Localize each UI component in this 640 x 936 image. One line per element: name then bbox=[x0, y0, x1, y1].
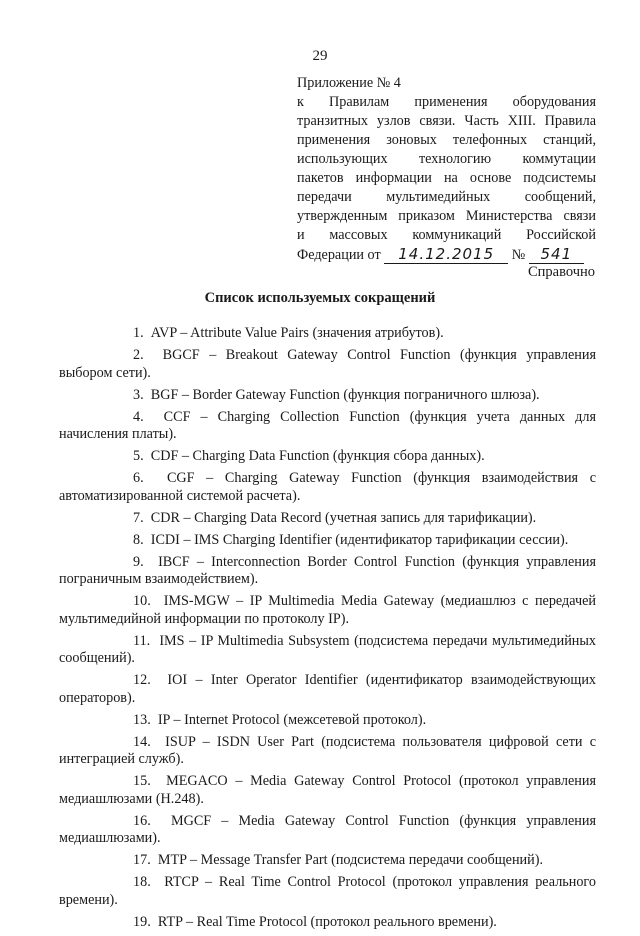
appendix-line: передачи мультимедийных сообщений, bbox=[297, 189, 596, 205]
list-item-number: 3. bbox=[133, 386, 144, 403]
list-item-number: 2. bbox=[133, 347, 144, 363]
list-item-number: 10. bbox=[133, 593, 151, 609]
abbreviation-list bbox=[59, 325, 596, 936]
list-item-text: MEGACO – Media Gateway Control Protocol (протокол управления медиашлюзами (H.248). bbox=[59, 773, 596, 807]
reference-note: Справочно bbox=[527, 264, 595, 280]
list-item-number: 8. bbox=[133, 531, 144, 548]
list-item-text: IBCF – Interconnection Border Control Function (функция управления пограничным взаимодействием). bbox=[59, 553, 596, 587]
list-item bbox=[59, 672, 596, 707]
list-item-number: 16. bbox=[133, 812, 151, 829]
appendix-line: транзитных узлов связи. Часть XIII. Правила bbox=[297, 113, 596, 129]
list-item-number: 17. bbox=[133, 852, 151, 868]
list-item bbox=[59, 387, 596, 405]
appendix-line: применения зоновых телефонных станций, bbox=[297, 132, 596, 148]
list-item-number: 7. bbox=[133, 509, 144, 526]
list-item-number: 11. bbox=[133, 632, 151, 649]
list-item bbox=[59, 813, 596, 848]
list-item bbox=[59, 712, 596, 730]
appendix-line: пакетов информации на основе подсистемы bbox=[297, 170, 596, 186]
list-item bbox=[59, 773, 596, 808]
number-prefix: № bbox=[511, 247, 526, 263]
appendix-line: к Правилам применения оборудования bbox=[297, 94, 596, 110]
list-item-number: 4. bbox=[133, 408, 144, 425]
appendix-line: и массовых коммуникаций Российской bbox=[297, 227, 596, 243]
list-item bbox=[59, 409, 596, 444]
list-item-text: IOI – Inter Operator Identifier (идентификатор взаимодействующих операторов). bbox=[59, 672, 597, 706]
list-item bbox=[59, 510, 596, 528]
list-item-text: CDF – Charging Data Function (функция сбора данных). bbox=[150, 448, 485, 464]
list-item bbox=[59, 874, 596, 909]
appendix-line: использующих технологию коммутации bbox=[297, 151, 596, 167]
appendix-title: Приложение № 4 bbox=[297, 75, 401, 91]
list-item-text: RTCP – Real Time Control Protocol (протокол управления реального времени). bbox=[59, 874, 596, 908]
order-number-field: 541 bbox=[529, 246, 584, 264]
list-title: Список используемых сокращений bbox=[204, 290, 436, 306]
approval-date-field: 14.12.2015 bbox=[384, 246, 508, 264]
list-item bbox=[59, 852, 596, 870]
list-item-number: 18. bbox=[133, 874, 151, 890]
list-item bbox=[59, 325, 596, 343]
list-item-text: BGCF – Breakout Gateway Control Function (функция управления выбором сети). bbox=[59, 347, 596, 381]
approval-date-line bbox=[297, 246, 596, 265]
page-number: 29 bbox=[312, 48, 328, 64]
list-item-text: CDR – Charging Data Record (учетная запись для тарификации). bbox=[150, 509, 537, 526]
list-item-text: IMS – IP Multimedia Subsystem (подсистема передачи мультимедийных сообщений). bbox=[59, 632, 597, 666]
list-item bbox=[59, 470, 596, 505]
list-item-text: IP – Internet Protocol (межсетевой протокол). bbox=[157, 711, 427, 728]
list-item-text: CCF – Charging Collection Function (функция учета данных для начисления платы). bbox=[59, 408, 596, 442]
list-item-number: 14. bbox=[133, 733, 151, 750]
list-item-number: 5. bbox=[133, 448, 144, 464]
list-item-number: 12. bbox=[133, 672, 151, 688]
list-item-text: ISUP – ISDN User Part (подсистема пользователя цифровой сети с интеграцией служб). bbox=[59, 733, 596, 767]
appendix-header bbox=[297, 75, 596, 265]
list-item bbox=[59, 554, 596, 589]
list-item bbox=[59, 347, 596, 382]
list-item bbox=[59, 532, 596, 550]
list-item bbox=[59, 734, 596, 769]
list-item-text: RTP – Real Time Protocol (протокол реального времени). bbox=[157, 913, 497, 930]
list-item bbox=[59, 448, 596, 466]
list-item bbox=[59, 914, 596, 932]
list-item-number: 19. bbox=[133, 913, 151, 930]
list-item-number: 1. bbox=[133, 325, 144, 341]
list-item-number: 9. bbox=[133, 553, 144, 570]
list-item-text: AVP – Attribute Value Pairs (значения атрибутов). bbox=[150, 325, 444, 341]
list-item-number: 13. bbox=[133, 711, 151, 728]
list-item-text: ICDI – IMS Charging Identifier (идентификатор тарификации сессии). bbox=[150, 531, 569, 548]
list-item-text: MTP – Message Transfer Part (подсистема передачи сообщений). bbox=[157, 852, 544, 868]
list-item-number: 15. bbox=[133, 773, 151, 789]
list-item-text: IMS-MGW – IP Multimedia Media Gateway (медиашлюз с передачей мультимедийной информации по протоколу IP). bbox=[59, 593, 597, 627]
list-item-number: 6. bbox=[133, 470, 144, 486]
appendix-line: утвержденным приказом Министерства связи bbox=[297, 208, 596, 224]
list-item-text: MGCF – Media Gateway Control Function (функция управления медиашлюзами). bbox=[59, 812, 596, 846]
list-item-text: BGF – Border Gateway Function (функция пограничного шлюза). bbox=[150, 386, 540, 403]
date-prefix: Федерации от bbox=[297, 247, 381, 263]
list-item-text: CGF – Charging Gateway Function (функция взаимодействия с автоматизированной системой расчета). bbox=[59, 470, 597, 504]
list-item bbox=[59, 593, 596, 628]
list-item bbox=[59, 633, 596, 668]
